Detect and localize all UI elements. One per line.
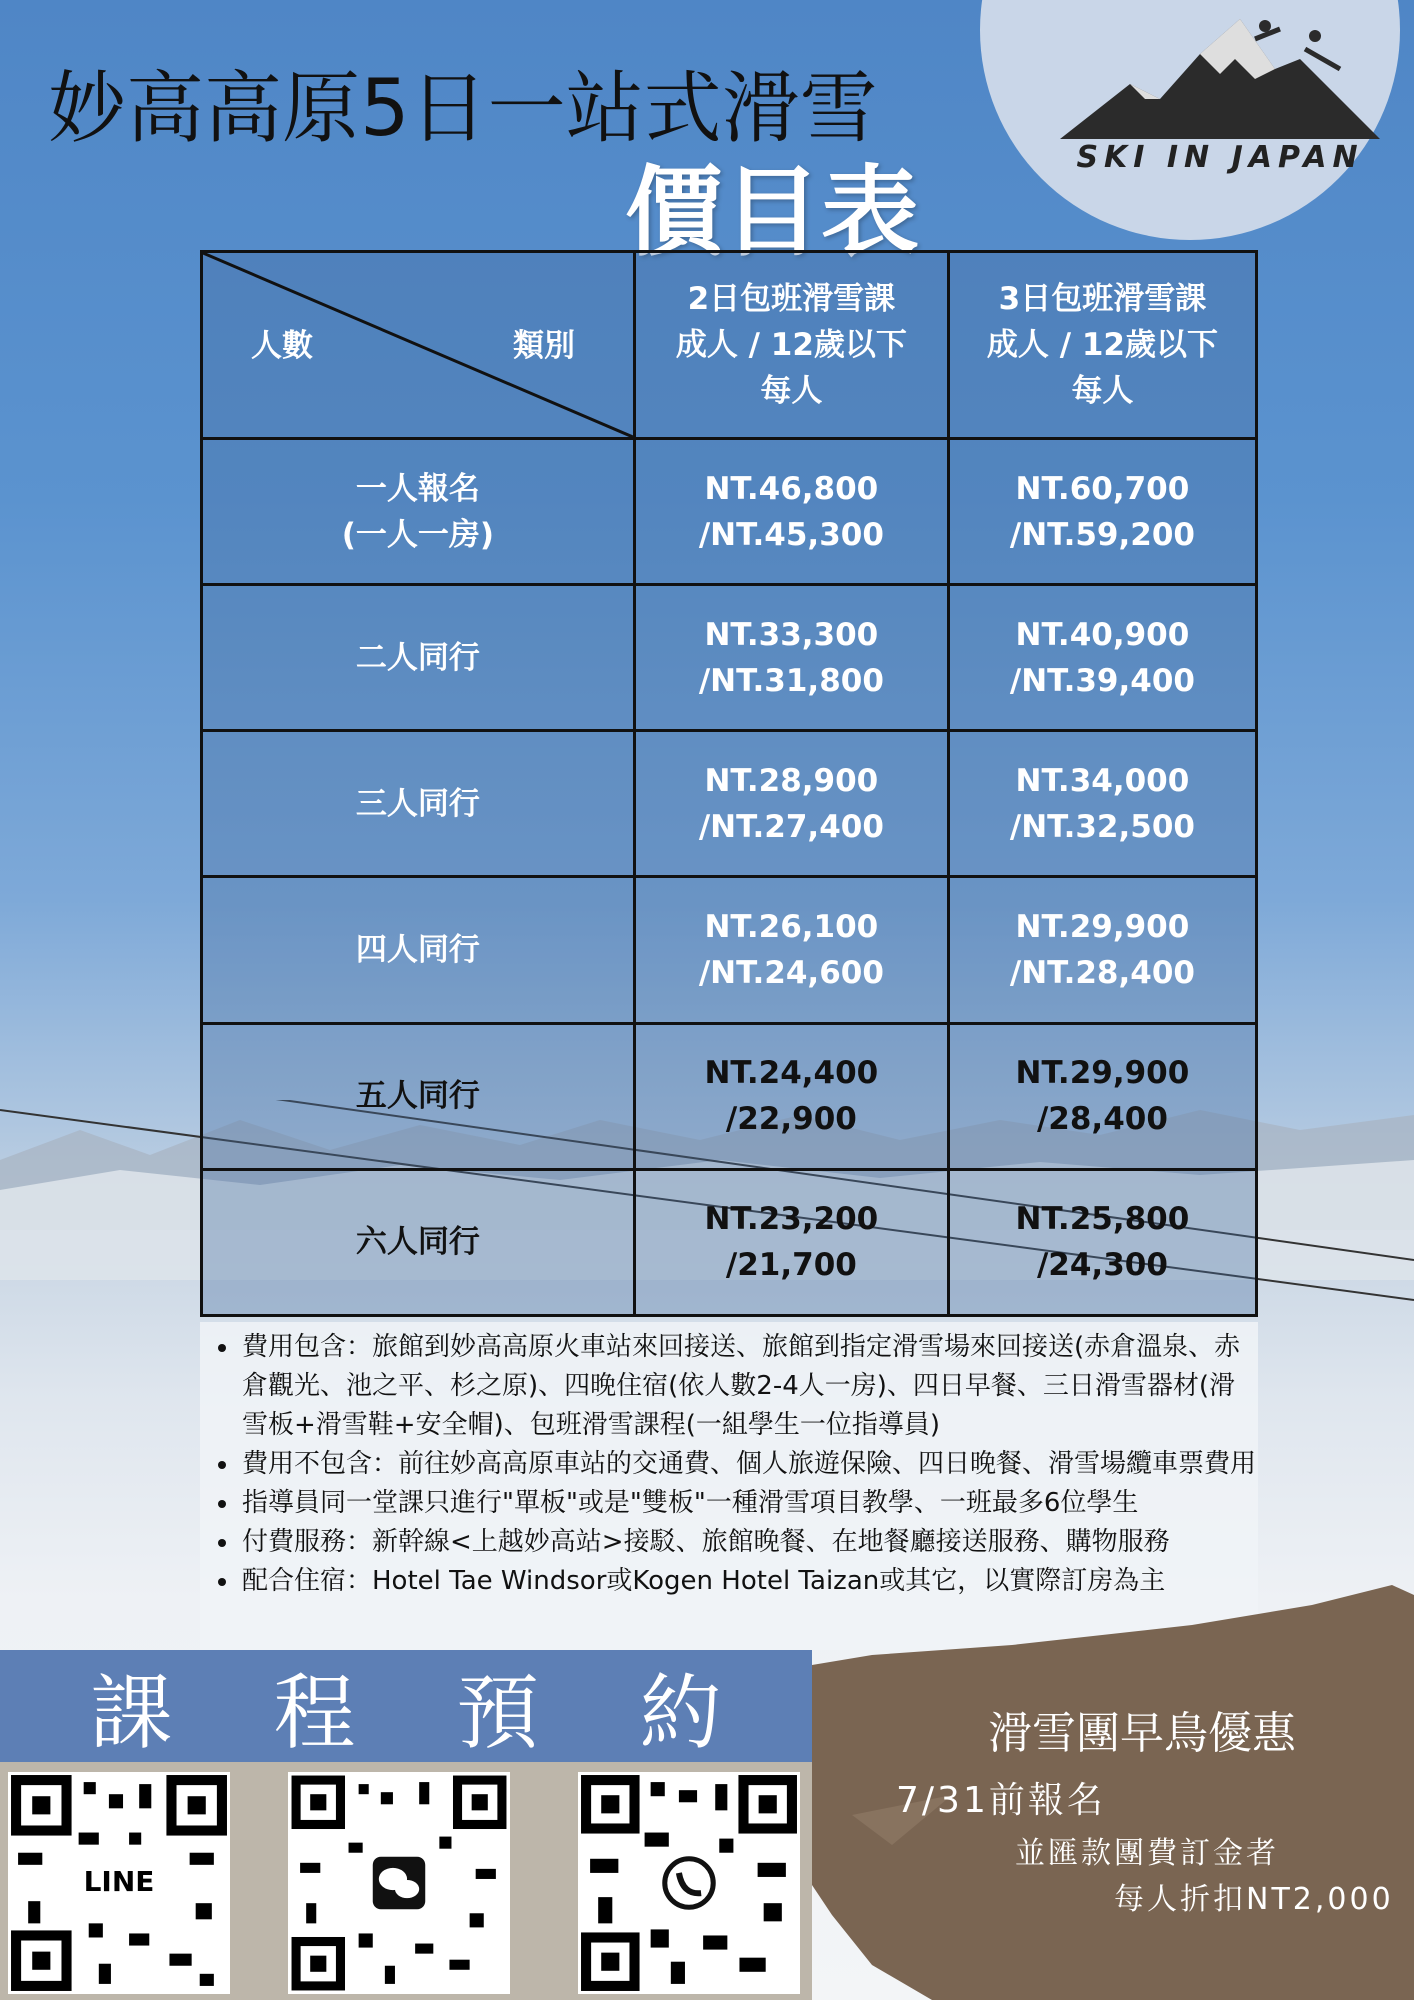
price-cell: NT.34,000 /NT.32,500 (948, 731, 1256, 877)
line-qr-code[interactable] (8, 1772, 230, 1994)
promo-title: 滑雪團早鳥優惠 (988, 1708, 1296, 1759)
mountain-logo-icon (1050, 14, 1390, 144)
qr-pattern (578, 1772, 800, 1994)
row-label: 六人同行 (202, 1169, 635, 1315)
price-table (200, 250, 1258, 1317)
column-header-3day: 3日包班滑雪課 成人 / 12歲以下 每人 (948, 252, 1256, 439)
column-header-2day: 2日包班滑雪課 成人 / 12歲以下 每人 (634, 252, 948, 439)
line-icon: LINE (83, 1865, 155, 1898)
note-item: • 指導員同一堂課只進行"單板"或是"雙板"一種滑雪項目教學、一班最多6位學生 (240, 1484, 1258, 1523)
corner-cell (202, 252, 635, 439)
note-item: • 費用不包含：前往妙高高原車站的交通費、個人旅遊保險、四日晚餐、滑雪場纜車票費用 (240, 1445, 1258, 1484)
table-row (202, 731, 1257, 877)
table-row (202, 439, 1257, 585)
logo-text: SKI IN JAPAN (1076, 140, 1364, 175)
table-row (202, 877, 1257, 1023)
table-row (202, 1023, 1257, 1169)
booking-heading: 課 程 預 約 (90, 1665, 722, 1761)
price-cell: NT.46,800 /NT.45,300 (634, 439, 948, 585)
price-cell: NT.23,200 /21,700 (634, 1169, 948, 1315)
price-cell: NT.29,900 /NT.28,400 (948, 877, 1256, 1023)
note-item: • 配合住宿：Hotel Tae Windsor或Kogen Hotel Taizan或其它，以實際訂房為主 (240, 1562, 1258, 1601)
price-cell: NT.40,900 /NT.39,400 (948, 585, 1256, 731)
row-label: 五人同行 (202, 1023, 635, 1169)
note-item: • 費用包含：旅館到妙高高原火車站來回接送、旅館到指定滑雪場來回接送(赤倉溫泉、赤倉觀光、池之平、杉之原)、四晚住宿(依人數2-4人一房)、四日早餐、三日滑雪器材(滑雪板+滑雪鞋+安全帽)、包班滑雪課程(一組學生一位指導員) (240, 1328, 1258, 1445)
corner-label-people: 人數 (251, 328, 313, 364)
price-cell: NT.26,100 /NT.24,600 (634, 877, 948, 1023)
price-cell: NT.29,900 /28,400 (948, 1023, 1256, 1169)
page-title: 妙高高原5日一站式滑雪 (48, 64, 878, 154)
corner-label-category: 類別 (513, 328, 575, 364)
promo-condition: 並匯款團費訂金者 (1015, 1836, 1279, 1871)
note-item: • 付費服務：新幹線<上越妙高站>接駁、旅館晚餐、在地餐廳接送服務、購物服務 (240, 1523, 1258, 1562)
price-cell: NT.25,800 /24,300 (948, 1169, 1256, 1315)
promo-deadline: 7/31前報名 (896, 1780, 1106, 1821)
whatsapp-qr-code[interactable] (578, 1772, 800, 1994)
table-row (202, 585, 1257, 731)
price-cell: NT.28,900 /NT.27,400 (634, 731, 948, 877)
qr-pattern (288, 1772, 510, 1994)
wechat-qr-code[interactable] (288, 1772, 510, 1994)
row-label: 三人同行 (202, 731, 635, 877)
page-subtitle: 價目表 (625, 156, 920, 270)
price-cell: NT.33,300 /NT.31,800 (634, 585, 948, 731)
promo-discount: 每人折扣NT2,000 (1114, 1882, 1394, 1917)
price-cell: NT.60,700 /NT.59,200 (948, 439, 1256, 585)
row-label: 四人同行 (202, 877, 635, 1023)
row-label: 二人同行 (202, 585, 635, 731)
row-label: 一人報名 (一人一房) (202, 439, 635, 585)
table-header-row (202, 252, 1257, 439)
table-row (202, 1169, 1257, 1315)
price-cell: NT.24,400 /22,900 (634, 1023, 948, 1169)
